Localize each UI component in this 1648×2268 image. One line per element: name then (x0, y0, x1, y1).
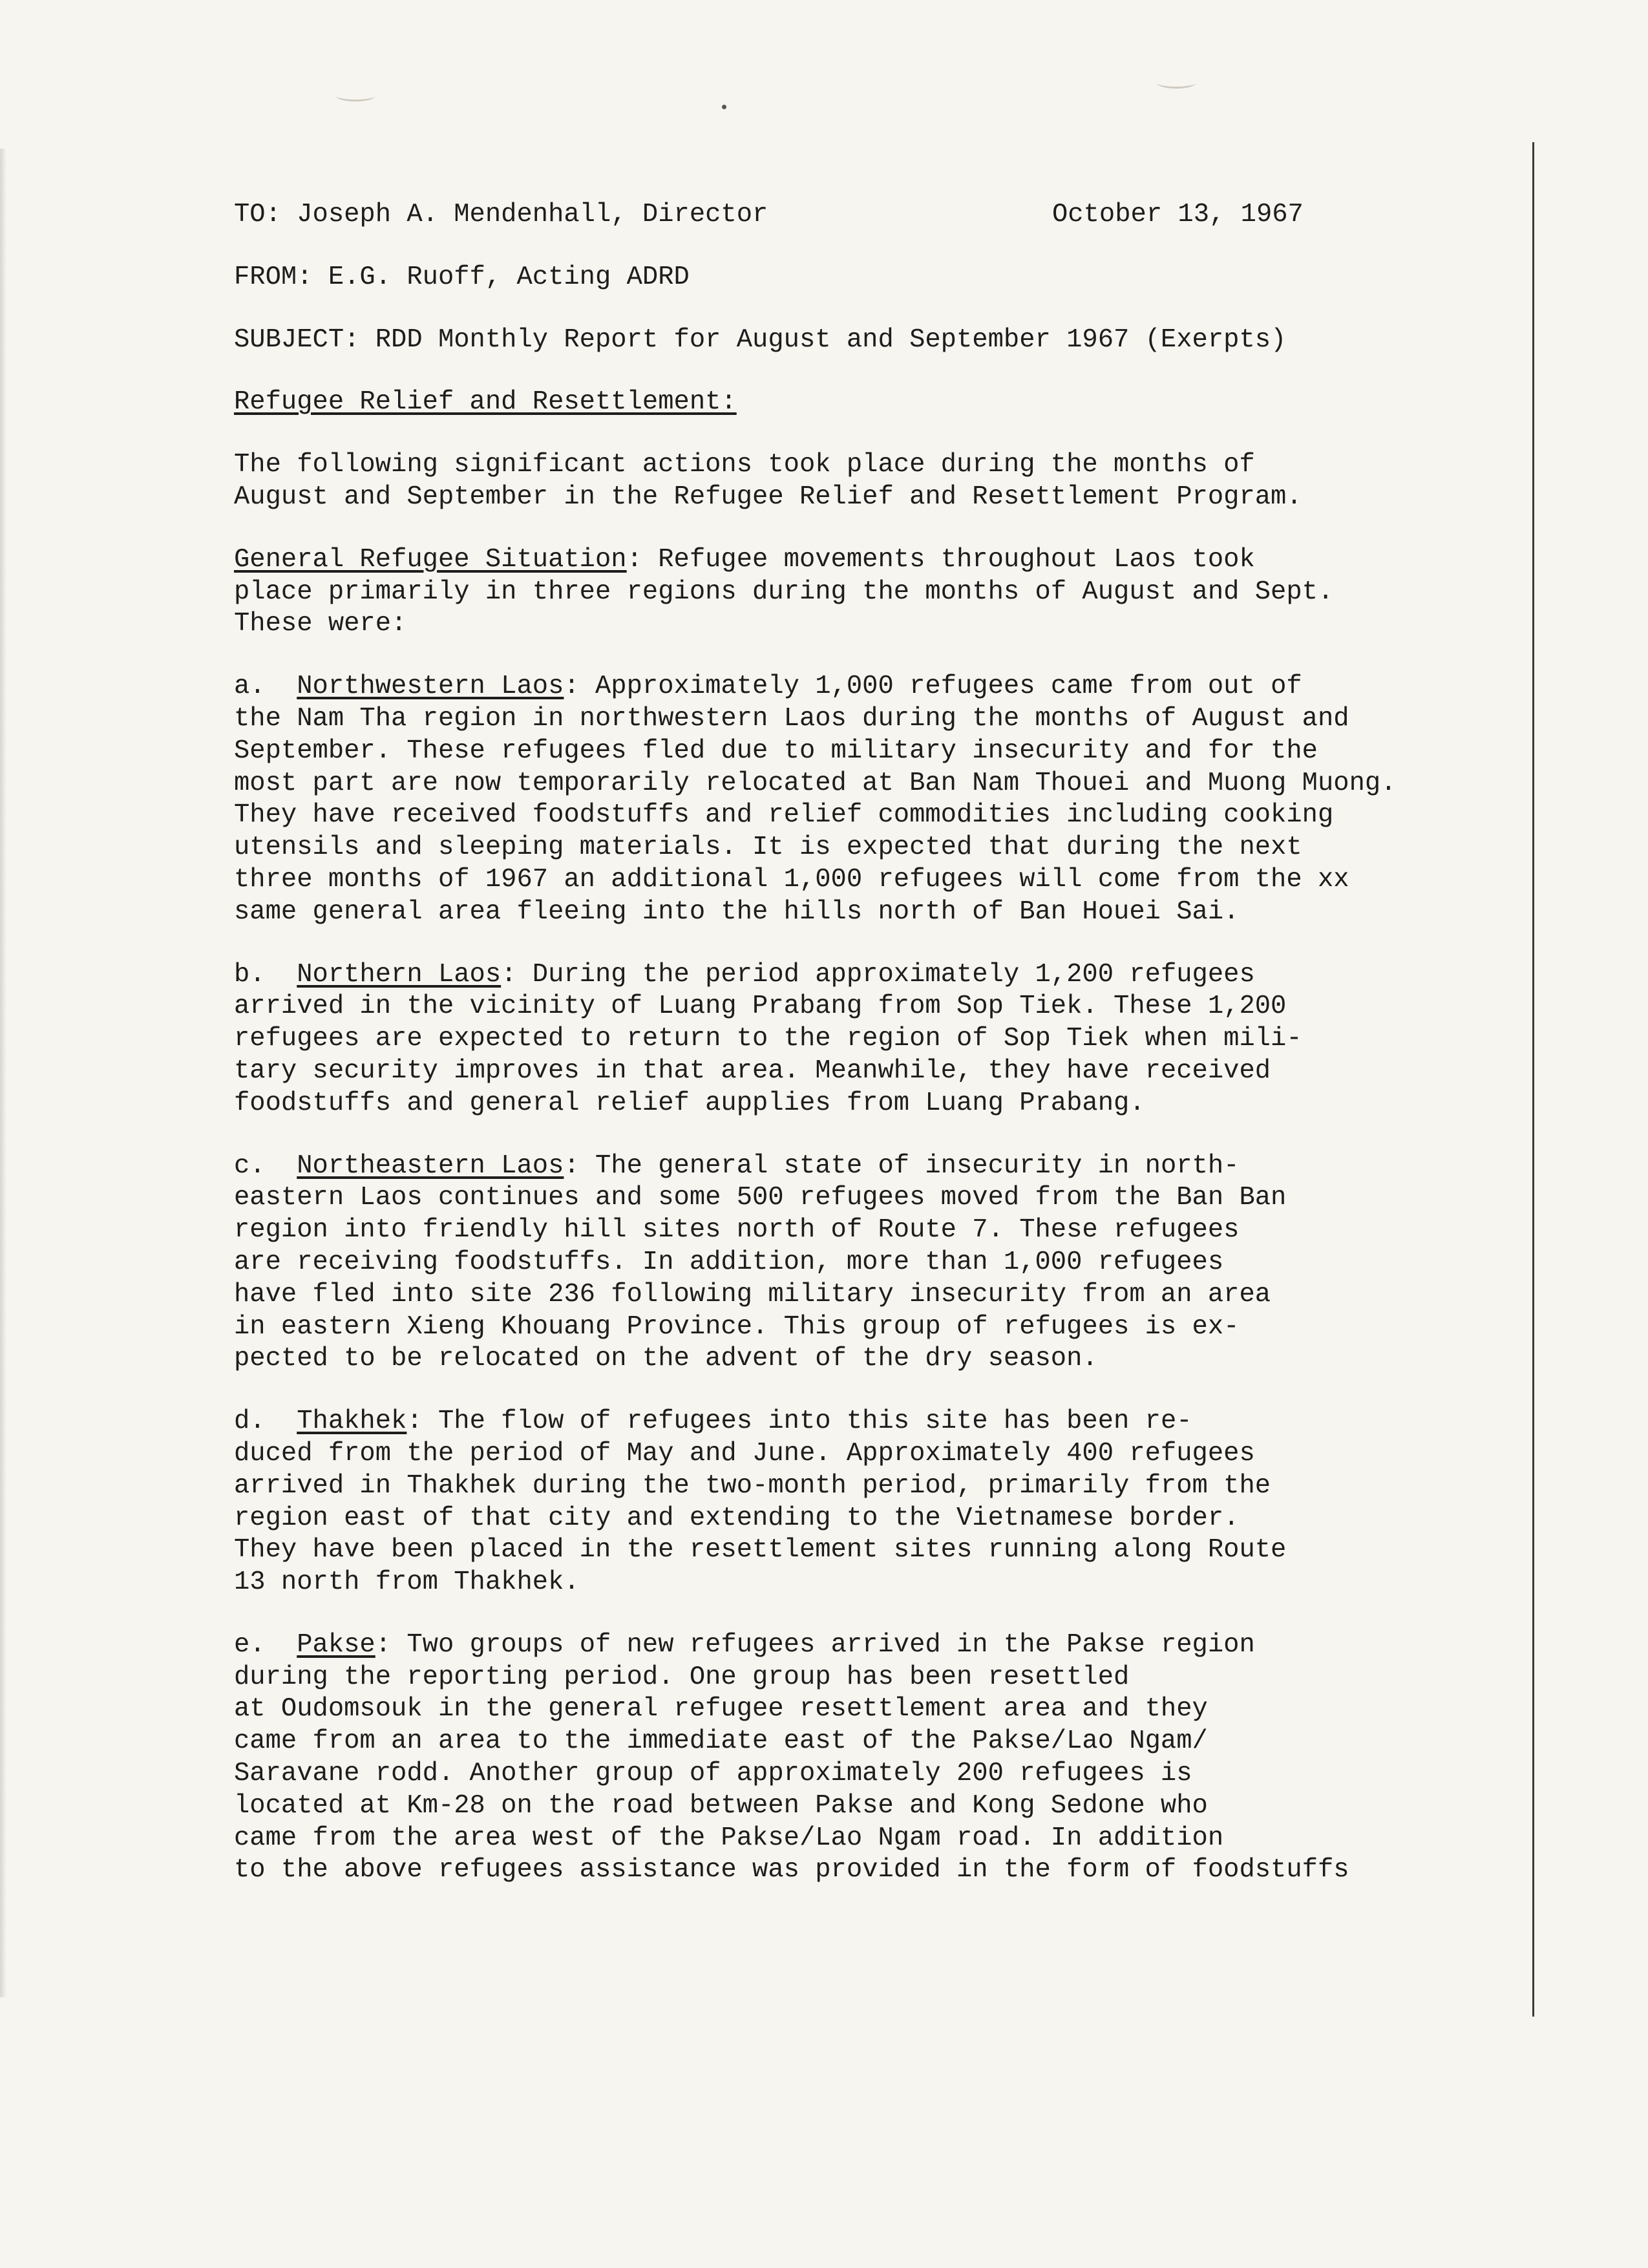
paragraph-heading: Northeastern Laos (297, 1150, 564, 1181)
paragraph-text: : The flow of refugees into this site has been re- (407, 1406, 1192, 1437)
paragraph-line: September. These refugees fled due to military insecurity and for the (234, 736, 1318, 766)
paragraph-line: located at Km-28 on the road between Pakse and Kong Sedone who (234, 1790, 1208, 1821)
paragraph-text: : During the period approximately 1,200 refugees (501, 959, 1255, 990)
paragraph-line: utensils and sleeping materials. It is expected that during the next (234, 832, 1302, 863)
paragraph-line: during the reporting period. One group has been resettled (234, 1662, 1130, 1692)
paragraph-line: three months of 1967 an additional 1,000 refugees will come from the xx (234, 864, 1349, 895)
paragraph-letter: e. (234, 1629, 297, 1660)
intro-line: August and September in the Refugee Relief and Resettlement Program. (234, 482, 1302, 512)
paragraph-line: arrived in Thakhek during the two-month period, primarily from the (234, 1470, 1271, 1501)
paragraph-line: region into friendly hill sites north of Route 7. These refugees (234, 1215, 1240, 1245)
paragraph-line: region east of that city and extending to the Vietnamese border. (234, 1503, 1240, 1533)
paragraph-line: foodstuffs and general relief aupplies from Luang Prabang. (234, 1088, 1145, 1118)
paragraph-letter: c. (234, 1150, 297, 1181)
paragraph-line: have fled into site 236 following military insecurity from an area (234, 1279, 1271, 1309)
paragraph-northwestern-laos (234, 671, 1436, 928)
paragraph-heading: Pakse (297, 1629, 375, 1660)
intro-line: The following significant actions took place during the months of (234, 450, 1255, 480)
general-situation-text: : Refugee movements throughout Laos took (626, 544, 1255, 575)
paragraph-line: at Oudomsouk in the general refugee resettlement area and they (234, 1694, 1208, 1724)
memo-date: October 13, 1967 (1052, 200, 1304, 229)
paragraph-text: : Approximately 1,000 refugees came from out of (564, 672, 1302, 702)
paragraph-line: They have been placed in the resettlement sites running along Route (234, 1535, 1287, 1565)
paragraph-line: to the above refugees assistance was provided in the form of foodstuffs (234, 1855, 1349, 1885)
paragraph-line: They have received foodstuffs and relief commodities including cooking (234, 800, 1334, 831)
scan-dot (722, 105, 726, 109)
paragraph-line: refugees are expected to return to the region of Sop Tiek when mili- (234, 1024, 1302, 1054)
paragraph-line: Saravane rodd. Another group of approximately 200 refugees is (234, 1759, 1192, 1789)
general-situation-heading: General Refugee Situation (234, 544, 627, 575)
paragraph-heading: Thakhek (297, 1406, 407, 1437)
paragraph-line: came from the area west of the Pakse/Lao Ngam road. In addition (234, 1823, 1224, 1853)
paragraph-line: duced from the period of May and June. Approximately 400 refugees (234, 1438, 1255, 1468)
scan-edge-shadow (0, 149, 6, 1997)
paragraph-text: : The general state of insecurity in north- (564, 1150, 1240, 1181)
general-line: These were: (234, 609, 407, 639)
scan-smudge (1157, 78, 1196, 89)
paragraph-letter: a. (234, 672, 297, 702)
paragraph-line: are receiving foodstuffs. In addition, more than 1,000 refugees (234, 1247, 1224, 1277)
general-line: place primarily in three regions during the months of August and Sept. (234, 577, 1334, 607)
paragraph-line: pected to be relocated on the advent of the dry season. (234, 1344, 1098, 1374)
paragraph-heading: Northwestern Laos (297, 672, 564, 702)
paragraph-pakse (234, 1629, 1436, 1887)
paragraph-line: eastern Laos continues and some 500 refugees moved from the Ban Ban (234, 1183, 1287, 1213)
intro-paragraph (234, 449, 1436, 514)
memo-subject: SUBJECT: RDD Monthly Report for August and September 1967 (Exerpts) (234, 324, 1287, 355)
paragraph-letter: b. (234, 959, 297, 990)
paragraph-letter: d. (234, 1406, 297, 1437)
paragraph-line: arrived in the vicinity of Luang Prabang from Sop Tiek. These 1,200 (234, 991, 1287, 1022)
paragraph-line: most part are now temporarily relocated at Ban Nam Thouei and Muong Muong. (234, 768, 1397, 798)
paragraph-heading: Northern Laos (297, 959, 502, 990)
paragraph-line: in eastern Xieng Khouang Province. This group of refugees is ex- (234, 1311, 1240, 1342)
scan-smudge (336, 90, 375, 101)
paragraph-line: the Nam Tha region in northwestern Laos during the months of August and (234, 703, 1349, 734)
memo-to-row (234, 199, 1436, 231)
paragraph-line: same general area fleeing into the hills north of Ban Houei Sai. (234, 896, 1240, 927)
memo-from: FROM: E.G. Ruoff, Acting ADRD (234, 262, 690, 292)
paragraph-northeastern-laos (234, 1150, 1436, 1376)
memo-body (234, 199, 1436, 1887)
paragraph-line: 13 north from Thakhek. (234, 1567, 580, 1598)
paragraph-line: tary security improves in that area. Meanwhile, they have received (234, 1055, 1271, 1086)
section-heading: Refugee Relief and Resettlement: (234, 387, 737, 418)
paragraph-northern-laos (234, 959, 1436, 1120)
paragraph-thakhek (234, 1406, 1436, 1599)
scan-edge-line (1532, 142, 1534, 2017)
memo-to: TO: Joseph A. Mendenhall, Director (234, 200, 768, 229)
general-situation-paragraph (234, 544, 1436, 641)
paragraph-text: : Two groups of new refugees arrived in the Pakse region (375, 1629, 1255, 1660)
paragraph-line: came from an area to the immediate east of the Pakse/Lao Ngam/ (234, 1726, 1208, 1757)
